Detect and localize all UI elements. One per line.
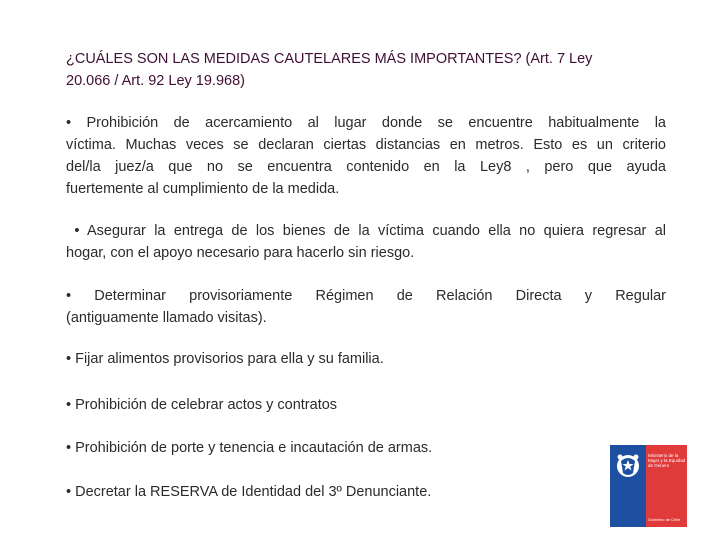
bullet-line: • Asegurar la entrega de los bienes de la víctima cuando ella no quiera regresar al: [66, 223, 666, 239]
bullet-line: hogar, con el apoyo necesario para hacerlo sin riesgo.: [66, 245, 415, 261]
bullet-line: • Prohibición de acercamiento al lugar donde se encuentre habitualmente la: [66, 115, 666, 131]
coat-of-arms-icon: [615, 451, 641, 479]
bullet-reserva-identidad: • Decretar la RESERVA de Identidad del 3º Denunciante.: [66, 484, 432, 500]
slide-title: ¿CUÁLES SON LAS MEDIDAS CAUTELARES MÁS IMPORTANTES? (Art. 7 Ley 20.066 / Art. 92 Ley 19.968): [66, 51, 593, 89]
logo-ministry-text: Ministerio de la Mujer y la Equidad de Género: [648, 453, 686, 468]
bullet-armas: • Prohibición de porte y tenencia e incautación de armas.: [66, 440, 433, 456]
bullet-entrega-bienes: [66, 220, 666, 264]
government-logo: [610, 445, 687, 527]
bullet-line: víctima. Muchas veces se declaran ciertas distancias en metros. Esto es un criterio: [66, 137, 666, 153]
bullet-line: (antiguamente llamado visitas).: [66, 310, 267, 326]
bullet-regimen-relacion: [66, 285, 666, 329]
logo-blue-block-lower: [610, 485, 646, 527]
bullet-actos-contratos: • Prohibición de celebrar actos y contratos: [66, 397, 338, 413]
logo-government-text: Gobierno de Chile: [648, 517, 681, 522]
bullet-alimentos: • Fijar alimentos provisorios para ella y su familia.: [66, 351, 384, 367]
bullet-line: fuertemente al cumplimiento de la medida.: [66, 181, 340, 197]
bullet-line: del/la juez/a que no se encuentra contenido en la Ley8 , pero que ayuda: [66, 159, 666, 175]
bullet-prohibicion-acercamiento: [66, 112, 666, 200]
bullet-line: • Determinar provisoriamente Régimen de Relación Directa y Regular: [66, 288, 666, 304]
